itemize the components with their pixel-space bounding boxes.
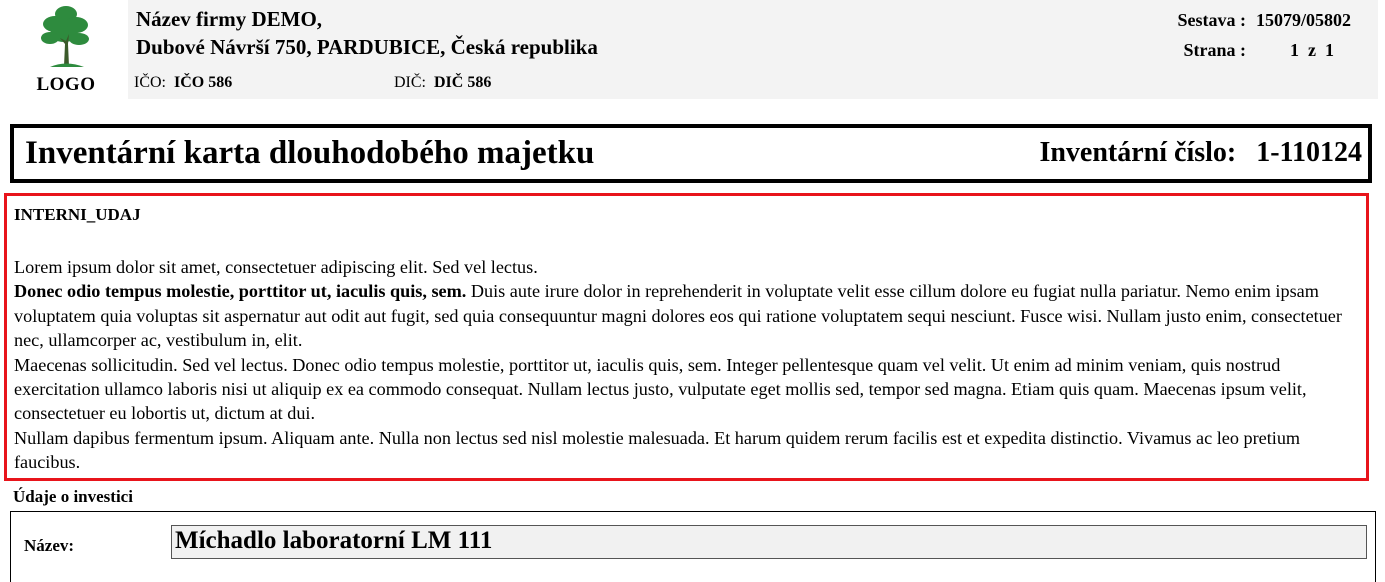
ico-row [134, 74, 232, 92]
company-header [128, 0, 1378, 99]
dic-value: DIČ 586 [434, 74, 492, 91]
document-title: Inventární karta dlouhodobého majetku [25, 135, 595, 171]
dic-label: DIČ: [394, 74, 426, 91]
name-value: Míchadlo laboratorní LM 111 [175, 527, 493, 554]
note-paragraph: Nullam dapibus fermentum ipsum. Aliquam ante. Nulla non lectus sed nisl molestie malesuada. Et harum quidem rerum facilis est et expedita distinctio. Vivamus ac leo pretium faucibus. [14, 427, 1301, 473]
company-name [136, 5, 598, 61]
inventory-number: 1-110124 [1256, 137, 1362, 168]
logo-text: LOGO [36, 74, 96, 95]
note-bold-lead: Donec odio tempus molestie, porttitor ut, iaculis quis, sem. [14, 281, 467, 302]
internal-note-box [4, 193, 1369, 481]
internal-note-body [14, 255, 1359, 475]
tree-icon [38, 4, 94, 68]
page-number: 1 z 1 [1290, 40, 1334, 60]
report-label: Sestava : [1177, 10, 1246, 30]
inventory-number-label: Inventární číslo: [1039, 137, 1237, 168]
company-name-line: Název firmy DEMO, [136, 7, 323, 31]
dic-row [394, 74, 491, 92]
report-number: 15079/05802 [1256, 10, 1352, 30]
note-paragraph [14, 279, 1359, 352]
ico-value: IČO 586 [174, 74, 233, 91]
inventory-number-block [1039, 137, 1362, 169]
investment-section [10, 511, 1376, 582]
note-paragraph: Lorem ipsum dolor sit amet, consectetuer adipiscing elit. Sed vel lectus. [14, 257, 538, 277]
report-meta-values [1256, 5, 1376, 65]
document-title-bar [10, 124, 1372, 183]
note-paragraph: Maecenas sollicitudin. Sed vel lectus. Donec odio tempus molestie, porttitor ut, iaculis quis, sem. Integer pellentesque quam vel velit. Ut enim ad minim veniam, quis nostrud exercitation ullamco laboris nisi ut aliquip ex ea commodo consequat. Nullam lectus justo, vulputate eget mollis sed, tempor sed magna. Etiam quis quam. Maecenas ipsum velit, consectetuer eu lobortis ut, dictum at dui. [14, 354, 1307, 424]
internal-note-heading: INTERNI_UDAJ [14, 205, 141, 224]
name-label: Název: [24, 536, 75, 555]
name-value-field [171, 525, 1367, 559]
page-label: Strana : [1183, 40, 1246, 60]
ico-label: IČO: [134, 74, 166, 91]
investment-section-title: Údaje o investici [13, 487, 133, 506]
company-logo [30, 4, 102, 98]
report-meta-labels [1164, 5, 1246, 65]
note-paragraph-text: Duis aute irure dolor in reprehenderit in voluptate velit esse cillum dolore eu fugiat nulla pariatur. Nemo enim ipsam voluptatem quia voluptas sit aspernatur aut odit aut fugit, sed quia consequuntur magni dolores eos qui ratione voluptatem sequi nesciunt. Fusce wisi. Nullam justo enim, consectetuer nec, ullamcorper ac, vestibulum in, elit. [14, 281, 1342, 351]
company-address-line: Dubové Návrší 750, PARDUBICE, Česká republika [136, 35, 598, 59]
